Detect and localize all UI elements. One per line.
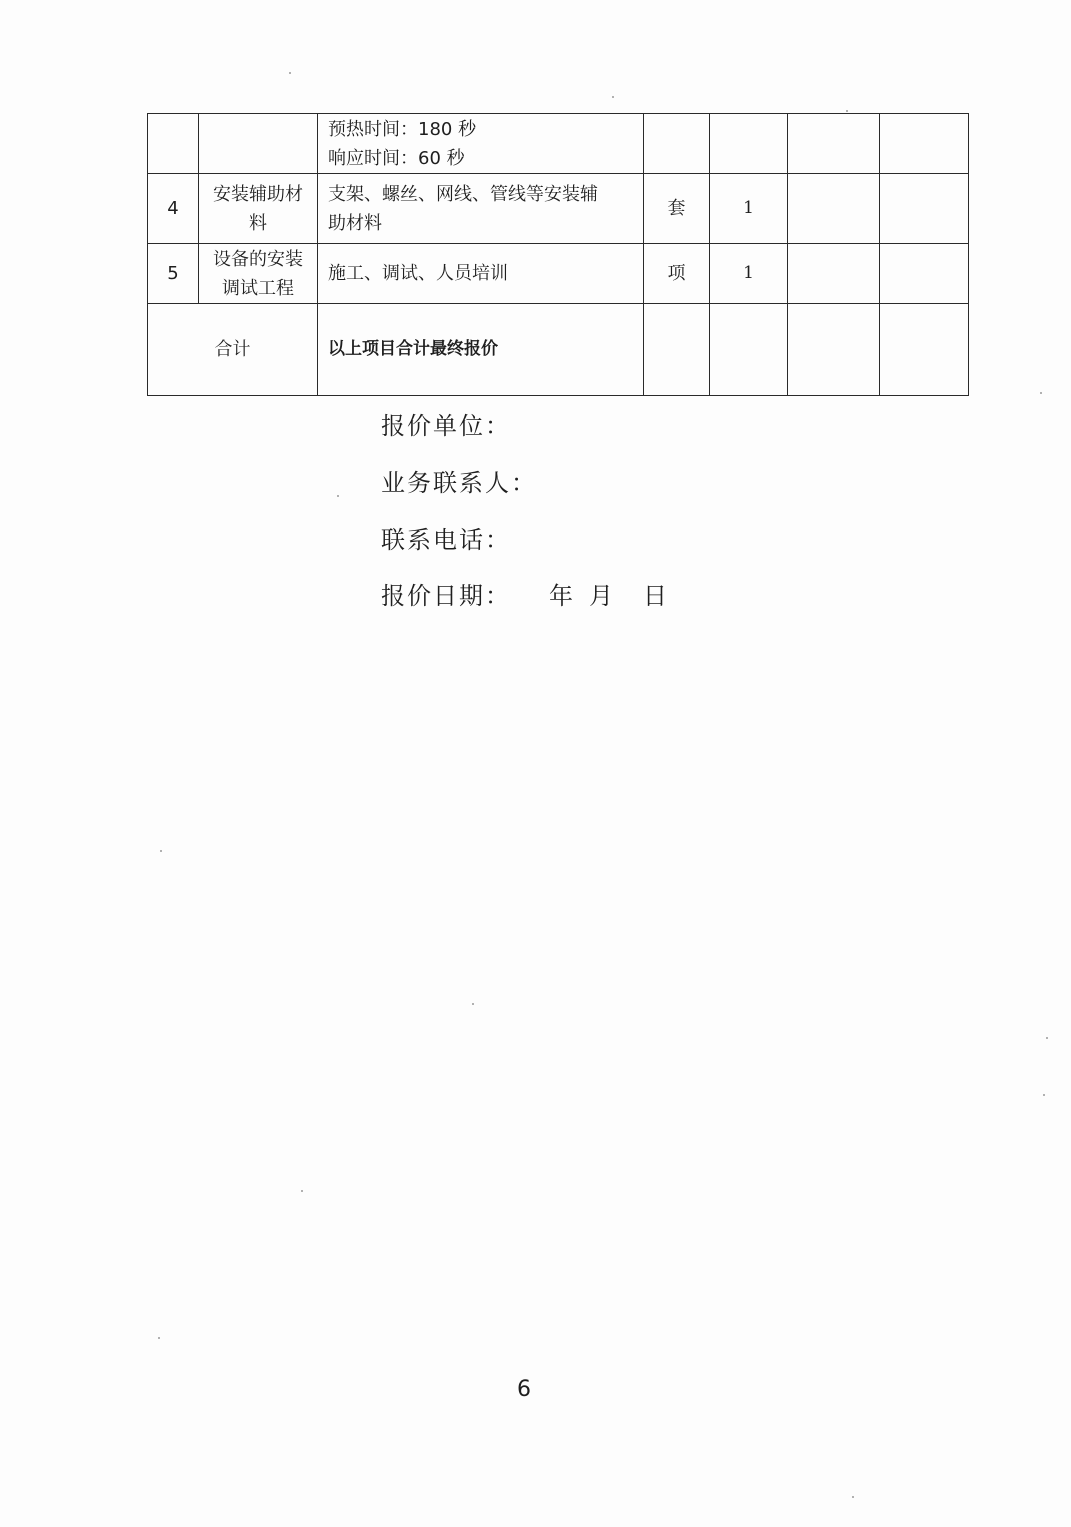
quantity-cell: 1 [710,244,788,304]
unit-cell [644,114,710,174]
spec-line: 施工、调试、人员培训 [328,263,508,284]
unit-cell [644,304,710,396]
quantity-cell [710,304,788,396]
date-year: 年 [549,582,575,610]
item-spec-cell [318,114,644,174]
scan-speck [160,850,162,852]
row-number-cell: 5 [148,244,199,304]
item-spec-cell [318,174,644,244]
contact-label: 业务联系人： [381,469,537,497]
unit-price-cell [788,114,880,174]
quantity-cell [710,114,788,174]
scan-speck [1040,392,1042,394]
scan-speck [301,1190,303,1192]
amount-cell [880,114,969,174]
page-number: 6 [517,1377,531,1402]
name-line: 设备的安装 [213,248,303,270]
scan-speck [612,96,614,98]
scan-speck [1046,1037,1048,1039]
date-day: 日 [643,582,669,610]
item-name-cell [199,244,318,304]
phone-label: 联系电话： [381,526,511,554]
amount-cell [880,244,969,304]
table-row [148,114,969,174]
scan-speck [1043,1094,1045,1096]
row-number-cell [148,114,199,174]
spec-line: 支架、螺丝、网线、管线等安装辅 [328,183,598,205]
amount-cell [880,174,969,244]
unit-price-cell [788,174,880,244]
name-line: 料 [249,212,267,234]
quotation-table [147,113,969,396]
date-label: 报价日期： [381,582,511,610]
table-row [148,244,969,304]
company-label: 报价单位： [381,412,511,440]
spec-line: 助材料 [328,212,382,234]
date-month: 月 [589,582,615,610]
total-desc-cell: 以上项目合计最终报价 [318,304,644,396]
date-line [381,581,669,611]
scan-speck [852,1496,854,1498]
total-label-cell: 合计 [148,304,318,396]
scan-speck [289,72,291,74]
item-name-cell [199,114,318,174]
table-total-row [148,304,969,396]
unit-cell: 套 [644,174,710,244]
scan-speck [472,1003,474,1005]
spec-line: 预热时间：180 秒 [328,118,477,140]
scan-speck [337,495,339,497]
unit-price-cell [788,244,880,304]
name-line: 安装辅助材 [213,183,303,205]
amount-cell [880,304,969,396]
table-row [148,174,969,244]
name-line: 调试工程 [222,277,294,299]
unit-cell: 项 [644,244,710,304]
scan-speck [158,1337,160,1339]
scan-speck [846,110,848,112]
item-name-cell [199,174,318,244]
quantity-cell: 1 [710,174,788,244]
spec-line: 响应时间：60 秒 [328,147,465,169]
item-spec-cell [318,244,644,304]
row-number-cell: 4 [148,174,199,244]
unit-price-cell [788,304,880,396]
